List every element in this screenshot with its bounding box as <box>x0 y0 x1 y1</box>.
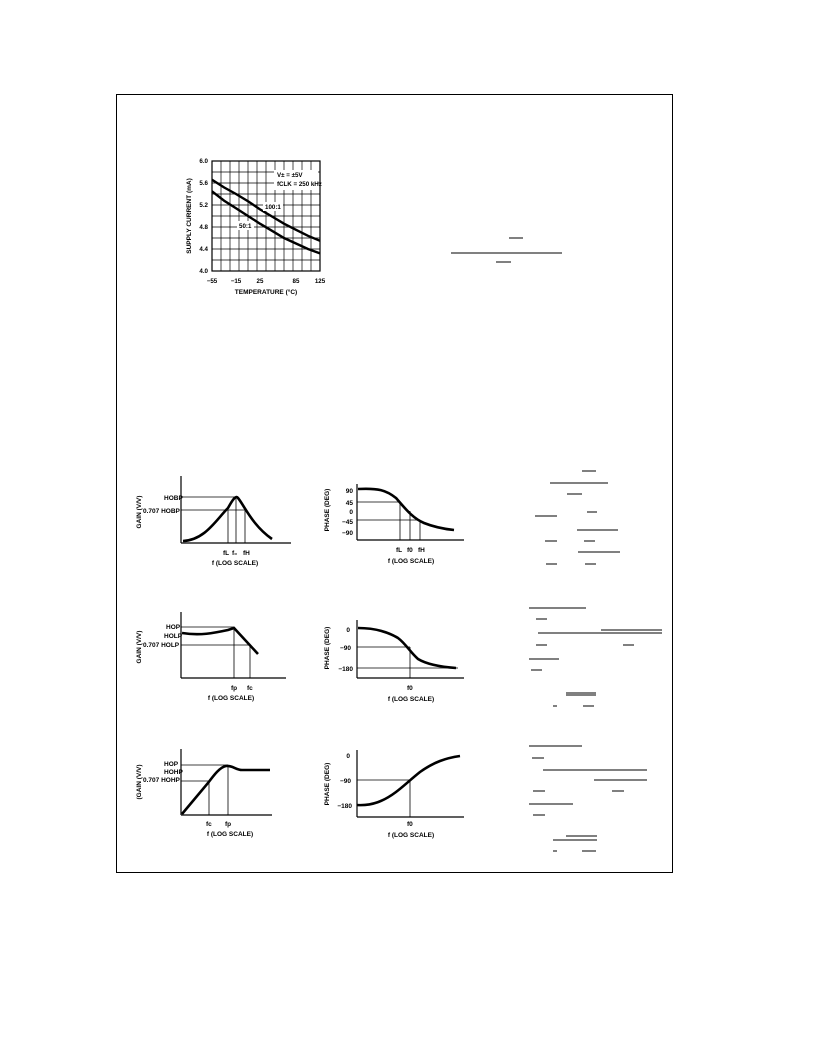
hp-phase-xt-f0: f0 <box>407 821 413 828</box>
supply-x-ticks <box>207 278 326 285</box>
bp-phase-xt-fh: fH <box>418 547 425 554</box>
bp-gain-xt-f0: f₀ <box>232 550 238 557</box>
bandpass-gain-curve <box>183 497 272 541</box>
supply-current-chart <box>178 152 338 300</box>
supply-ytick-label: 4.4 <box>199 246 208 254</box>
bp-phase-xt-fl: fL <box>396 547 403 554</box>
bandpass-phase-curve <box>358 489 454 530</box>
supply-annot-f: fCLK = 250 kHz <box>277 181 322 188</box>
bandpass-gain-chart <box>126 470 306 572</box>
series-label-50: 50:1 <box>239 223 252 230</box>
supply-xtick-label: −15 <box>230 278 242 285</box>
lp-gain-h2: HOLP <box>164 633 183 640</box>
equation-1 <box>440 228 570 268</box>
highpass-phase-curve <box>357 756 460 805</box>
hp-gain-ylabel: (GAIN (V/V) <box>136 764 143 800</box>
hp-phase-xlabel: f (LOG SCALE) <box>387 832 435 839</box>
equations-row3 <box>525 738 665 853</box>
hp-gain-h2: HOHP <box>164 769 183 776</box>
bp-phase-ytick-90: 90 <box>345 488 353 495</box>
highpass-gain-curve <box>182 766 270 814</box>
lp-gain-h1: HOP <box>166 624 181 631</box>
supply-ytick-label: 4.8 <box>199 224 208 232</box>
lowpass-phase-chart <box>310 612 470 706</box>
supply-ytick-label: 5.2 <box>199 202 208 210</box>
hp-gain-h3: 0.707 HOHP <box>143 777 180 784</box>
lp-gain-xt-fp: fp <box>231 685 238 692</box>
bp-gain-xlabel: f (LOG SCALE) <box>211 560 259 567</box>
hp-phase-ytick-m180: −180 <box>337 803 352 810</box>
bp-gain-xt-fl: fL <box>223 550 230 557</box>
highpass-gain-chart <box>126 742 306 840</box>
lp-phase-ytick-0: 0 <box>346 627 350 634</box>
lp-gain-h3: 0.707 HOLP <box>143 642 180 649</box>
lp-phase-xlabel: f (LOG SCALE) <box>387 696 435 703</box>
supply-annot-v: V± = ±5V <box>277 172 303 179</box>
bp-phase-ytick-45: 45 <box>345 500 353 507</box>
supply-ylabel: SUPPLY CURRENT (mA) <box>186 178 193 254</box>
lp-gain-ylabel: GAIN (V/V) <box>136 630 143 664</box>
supply-ytick-label: 5.6 <box>199 180 208 188</box>
supply-ytick-label: 4.0 <box>199 268 208 276</box>
bp-gain-xt-fh: fH <box>243 550 250 557</box>
lp-gain-xlabel: f (LOG SCALE) <box>207 695 255 702</box>
supply-xtick-label: 25 <box>256 278 264 285</box>
bp-gain-h707: 0.707 HOBP <box>143 508 180 515</box>
lowpass-gain-chart <box>126 608 306 704</box>
hp-gain-xlabel: f (LOG SCALE) <box>206 831 254 838</box>
bp-phase-ytick-m45: −45 <box>341 519 353 526</box>
hp-phase-ylabel: PHASE (DEG) <box>324 762 331 806</box>
bp-phase-xt-f0: f0 <box>407 547 413 554</box>
lp-phase-xt-f0: f0 <box>407 685 413 692</box>
supply-ytick-label: 6.0 <box>199 158 208 166</box>
bandpass-phase-chart <box>310 476 470 572</box>
equations-row2 <box>525 600 665 710</box>
supply-xtick-label: −55 <box>206 278 218 285</box>
hp-gain-h1: HOP <box>164 761 179 768</box>
lp-phase-ytick-m90: −90 <box>339 645 351 652</box>
supply-xtick-label: 85 <box>292 278 300 285</box>
equations-row1 <box>530 465 630 570</box>
lp-phase-ylabel: PHASE (DEG) <box>324 626 331 670</box>
lowpass-gain-curve <box>182 628 258 654</box>
highpass-phase-chart <box>310 744 470 842</box>
bp-phase-xlabel: f (LOG SCALE) <box>387 558 435 565</box>
bp-phase-ylabel: PHASE (DEG) <box>324 488 331 532</box>
bp-phase-ytick-m90: −90 <box>341 530 353 537</box>
lp-phase-ytick-m180: −180 <box>338 666 353 673</box>
lp-gain-xt-fc: fc <box>247 685 253 692</box>
supply-xlabel: TEMPERATURE (°C) <box>234 289 298 296</box>
bp-gain-hop: HOBP <box>164 495 183 502</box>
lowpass-phase-curve <box>358 628 456 668</box>
supply-y-ticks <box>199 158 208 275</box>
hp-phase-ytick-0: 0 <box>346 753 350 760</box>
hp-phase-ytick-m90: −90 <box>339 778 351 785</box>
hp-gain-xt-fp: fp <box>225 821 232 828</box>
bp-phase-ytick-0: 0 <box>349 509 353 516</box>
supply-xtick-label: 125 <box>314 278 326 285</box>
hp-gain-xt-fc: fc <box>206 821 212 828</box>
bp-gain-ylabel: GAIN (V/V) <box>136 495 143 529</box>
series-label-100: 100:1 <box>265 204 281 211</box>
